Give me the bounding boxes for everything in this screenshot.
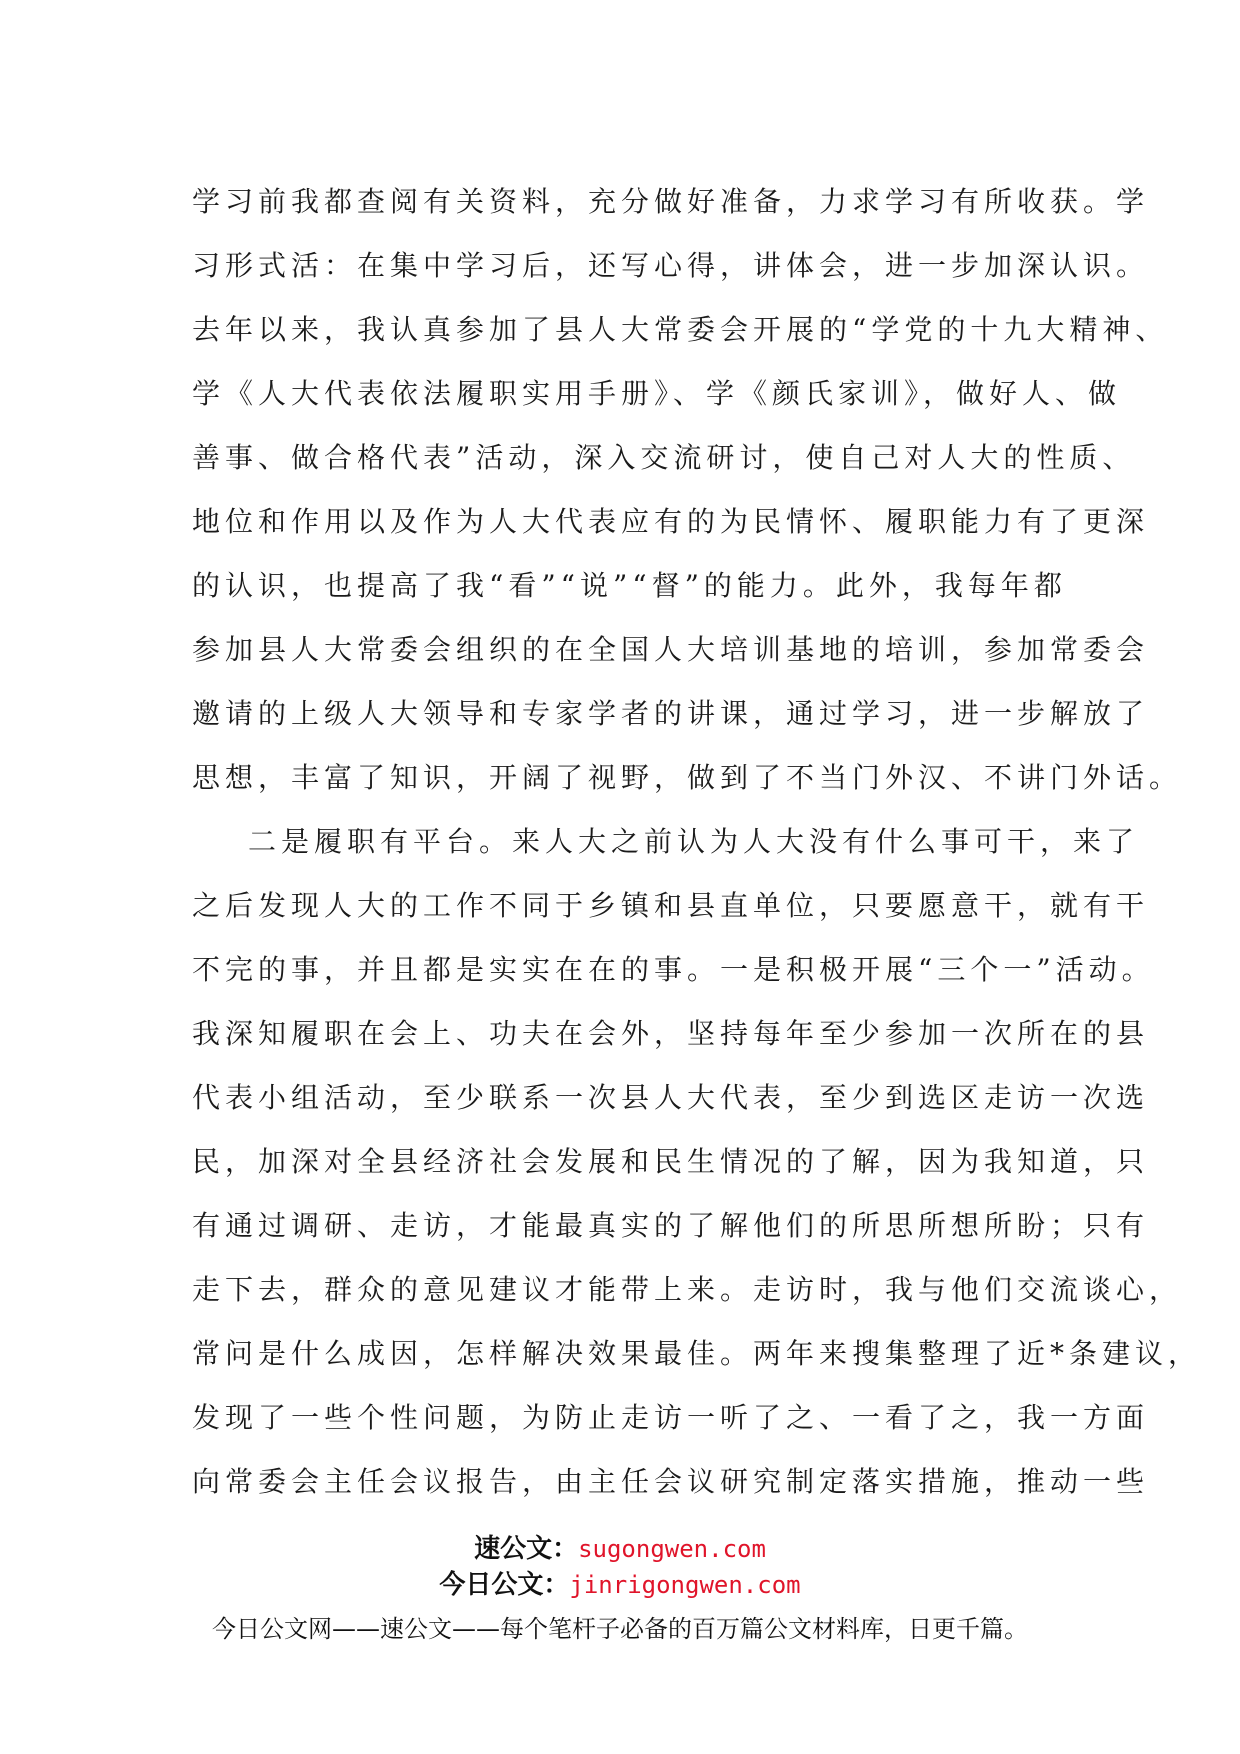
text-line: 向常委会主任会议报告，由主任会议研究制定落实措施，推动一些 — [192, 1465, 1150, 1498]
text-line: 邀请的上级人大领导和专家学者的讲课，通过学习，进一步解放了 — [192, 697, 1150, 730]
text-line: 我深知履职在会上、功夫在会外，坚持每年至少参加一次所在的县 — [192, 1017, 1150, 1050]
text-line: 学《人大代表依法履职实用手册》、学《颜氏家训》，做好人、做 — [192, 377, 1122, 410]
text-line: 参加县人大常委会组织的在全国人大培训基地的培训，参加常委会 — [192, 633, 1150, 666]
text-line: 走下去，群众的意见建议才能带上来。走访时，我与他们交流谈心， — [192, 1273, 1183, 1306]
footer-sugongwen — [0, 1532, 1240, 1566]
text-line: 代表小组活动，至少联系一次县人大代表，至少到选区走访一次选 — [192, 1081, 1150, 1114]
sugongwen-link[interactable]: sugongwen.com — [578, 1535, 766, 1563]
text-line: 的认识，也提高了我“看”“说”“督”的能力。此外，我每年都 — [192, 569, 1067, 602]
text-line: 善事、做合格代表”活动，深入交流研讨，使自己对人大的性质、 — [192, 441, 1136, 474]
document-body — [192, 170, 1202, 1514]
text-line: 思想，丰富了知识，开阔了视野，做到了不当门外汉、不讲门外话。 — [192, 761, 1183, 794]
text-line: 之后发现人大的工作不同于乡镇和县直单位，只要愿意干，就有干 — [192, 889, 1150, 922]
text-line: 不完的事，并且都是实实在在的事。一是积极开展“三个一”活动。 — [192, 953, 1155, 986]
text-line: 去年以来，我认真参加了县人大常委会开展的“学党的十九大精神、 — [192, 313, 1169, 346]
footer-label-sugongwen: 速公文： — [474, 1534, 579, 1564]
text-line: 发现了一些个性问题，为防止走访一听了之、一看了之，我一方面 — [192, 1401, 1150, 1434]
text-line: 学习前我都查阅有关资料，充分做好准备，力求学习有所收获。学 — [192, 185, 1150, 218]
text-line: 习形式活：在集中学习后，还写心得，讲体会，进一步加深认识。 — [192, 249, 1150, 282]
text-line: 民，加深对全县经济社会发展和民生情况的了解，因为我知道，只 — [192, 1145, 1150, 1178]
footer-jinrigongwen — [0, 1568, 1240, 1602]
jinrigongwen-link[interactable]: jinrigongwen.com — [569, 1571, 801, 1599]
text-line: 常问是什么成因，怎样解决效果最佳。两年来搜集整理了近*条建议， — [192, 1337, 1202, 1370]
text-line: 地位和作用以及作为人大代表应有的为民情怀、履职能力有了更深 — [192, 505, 1150, 538]
footer-label-jinrigongwen: 今日公文： — [439, 1570, 570, 1600]
paragraph-start-line: 二是履职有平台。来人大之前认为人大没有什么事可干，来了 — [248, 825, 1140, 858]
footer-slogan: 今日公文网——速公文——每个笔杆子必备的百万篇公文材料库，日更千篇。 — [212, 1615, 1028, 1643]
text-line: 有通过调研、走访，才能最真实的了解他们的所思所想所盼；只有 — [192, 1209, 1150, 1242]
